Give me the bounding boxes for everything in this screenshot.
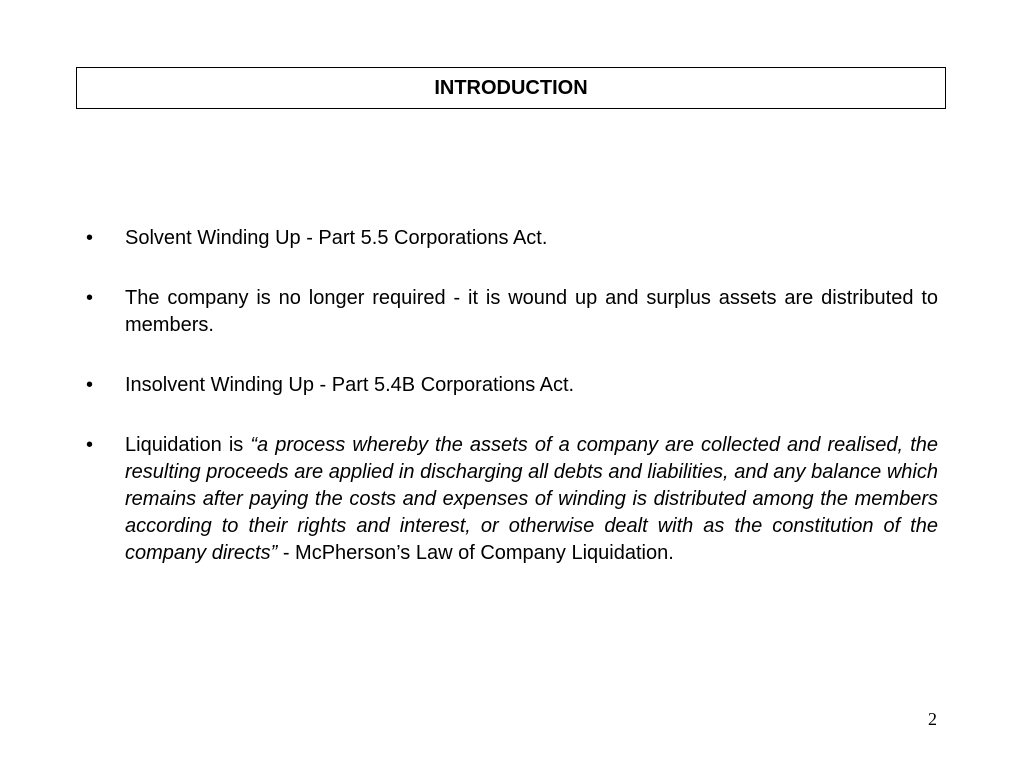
bullet-item — [86, 372, 938, 399]
bullet-list — [86, 225, 938, 600]
page-number: 2 — [928, 709, 937, 729]
bullet-item — [86, 432, 938, 567]
liquidation-source: - McPherson’s Law of Company Liquidation. — [277, 542, 674, 564]
liquidation-lead: Liquidation is — [125, 434, 251, 456]
bullet-item — [86, 225, 938, 252]
slide-title: INTRODUCTION — [434, 76, 588, 99]
bullet-marker: • — [86, 227, 94, 249]
bullet-text: Insolvent Winding Up - Part 5.4B Corporations Act. — [125, 374, 575, 396]
bullet-item — [86, 285, 938, 339]
bullet-text: Solvent Winding Up - Part 5.5 Corporations Act. — [125, 227, 548, 249]
bullet-marker: • — [86, 434, 94, 456]
liquidation-quote: “a process whereby the assets of a company are collected and realised, the resulting proceeds are applied in discharging all debts and liabilities, and any balance which remains after paying the costs and expenses of winding is distributed among the members according to their rights and interest, or otherwise dealt with as the constitution of the company directs” — [125, 434, 938, 564]
bullet-text: The company is no longer required - it is wound up and surplus assets are distributed to members. — [125, 287, 938, 336]
bullet-marker: • — [86, 374, 94, 396]
slide-title-box — [76, 67, 946, 109]
bullet-marker: • — [86, 287, 94, 309]
